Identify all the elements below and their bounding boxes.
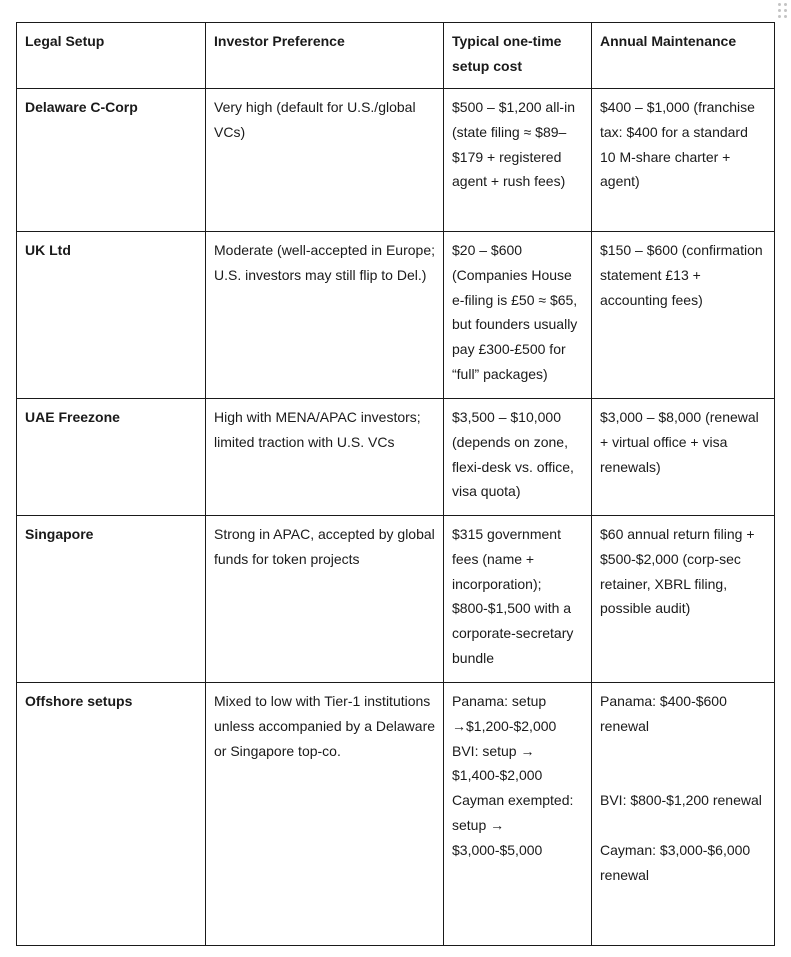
cell-annual-maintenance (592, 683, 775, 946)
table-row (17, 683, 775, 946)
cell-investor-preference: Very high (default for U.S./global VCs) (206, 89, 444, 232)
table-row (17, 89, 775, 232)
cell-annual-maintenance: $400 – $1,000 (franchise tax: $400 for a standard 10 M-share charter + agent) (592, 89, 775, 232)
table-row (17, 232, 775, 399)
cell-legal-setup: Delaware C-Corp (17, 89, 206, 232)
cell-annual-maintenance: $3,000 – $8,000 (renewal + virtual office + visa renewals) (592, 399, 775, 516)
table-header-row (17, 23, 775, 89)
cell-setup-cost: $500 – $1,200 all-in (state filing ≈ $89–$179 + registered agent + rush fees) (444, 89, 592, 232)
maintenance-cayman: Cayman: $3,000-$6,000 renewal (600, 841, 751, 883)
cell-setup-cost (444, 683, 592, 946)
cell-legal-setup: Singapore (17, 516, 206, 683)
cell-investor-preference: Moderate (well-accepted in Europe; U.S. investors may still flip to Del.) (206, 232, 444, 399)
cell-setup-cost: $20 – $600 (Companies House e-filing is £50 ≈ $65, but founders usually pay £300-£500 for “full” packages) (444, 232, 592, 399)
comparison-table-container (16, 22, 774, 946)
setup-cost-bvi: BVI: setup → $1,400-$2,000 (452, 742, 543, 784)
cell-setup-cost: $3,500 – $10,000 (depends on zone, flexi-desk vs. office, visa quota) (444, 399, 592, 516)
cell-annual-maintenance: $60 annual return filing + $500-$2,000 (corp-sec retainer, XBRL filing, possible audit) (592, 516, 775, 683)
legal-setup-comparison-table (16, 22, 775, 946)
cell-annual-maintenance: $150 – $600 (confirmation statement £13 + accounting fees) (592, 232, 775, 399)
maintenance-panama: Panama: $400-$600 renewal (600, 693, 727, 734)
drag-handle-icon[interactable] (777, 2, 789, 20)
header-setup-cost: Typical one-time setup cost (444, 23, 592, 89)
cell-investor-preference: High with MENA/APAC investors; limited traction with U.S. VCs (206, 399, 444, 516)
table-row (17, 399, 775, 516)
cell-investor-preference: Mixed to low with Tier-1 institutions unless accompanied by a Delaware or Singapore top-co. (206, 683, 444, 946)
cell-legal-setup: Offshore setups (17, 683, 206, 946)
header-investor-preference: Investor Preference (206, 23, 444, 89)
cell-legal-setup: UAE Freezone (17, 399, 206, 516)
maintenance-bvi: BVI: $800-$1,200 renewal (600, 792, 762, 809)
cell-setup-cost: $315 government fees (name + incorporation); $800-$1,500 with a corporate-secretary bundle (444, 516, 592, 683)
header-annual-maintenance: Annual Maintenance (592, 23, 775, 89)
cell-legal-setup: UK Ltd (17, 232, 206, 399)
header-legal-setup: Legal Setup (17, 23, 206, 89)
table-row (17, 516, 775, 683)
setup-cost-cayman: Cayman exempted: setup → $3,000-$5,000 (452, 792, 574, 858)
setup-cost-panama: Panama: setup →$1,200-$2,000 (452, 693, 557, 734)
cell-investor-preference: Strong in APAC, accepted by global funds for token projects (206, 516, 444, 683)
